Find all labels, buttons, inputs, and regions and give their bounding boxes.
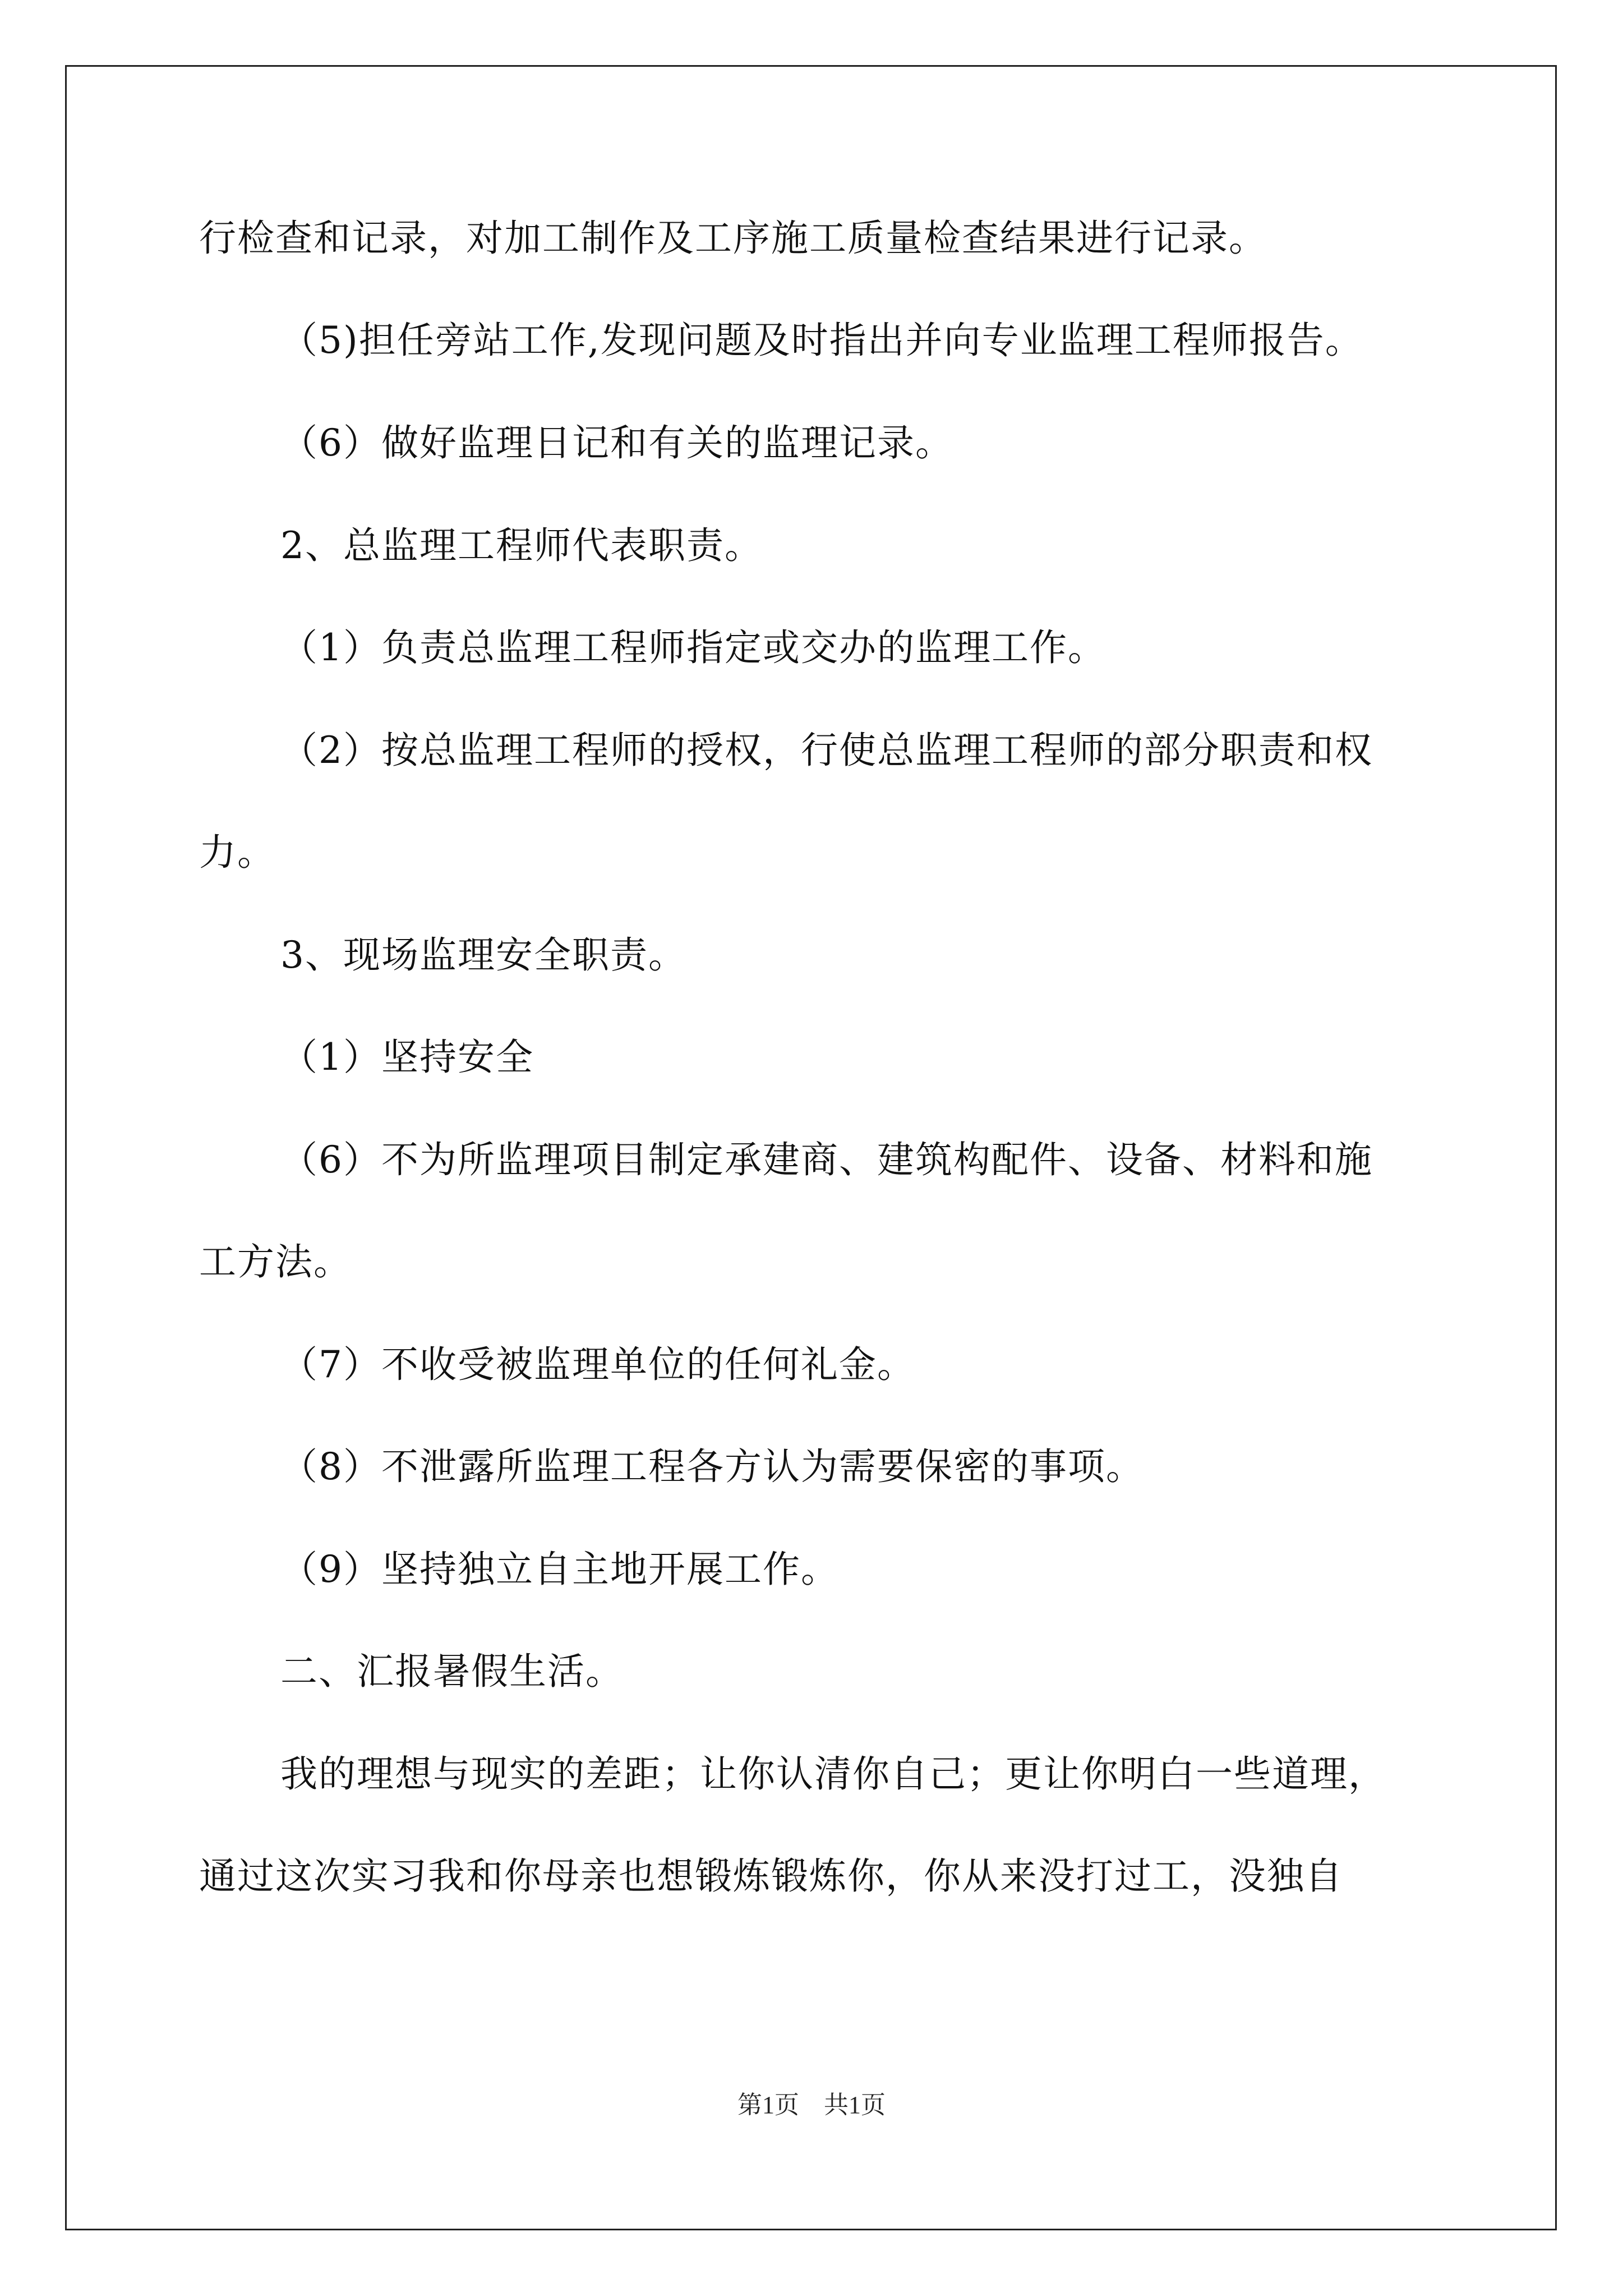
- text-line: （1）坚持安全: [280, 1036, 534, 1079]
- text-line: 我的理想与现实的差距；让你认清你自己；更让你明白一些道理，: [280, 1752, 1386, 1796]
- text-line: （5)担任旁站工作,发现问题及时指出并向专业监理工程师报告。: [280, 319, 1363, 362]
- text-line: （6）不为所监理项目制定承建商、建筑构配件、设备、材料和施: [280, 1138, 1373, 1181]
- text-line: （7）不收受被监理单位的任何礼金。: [280, 1343, 915, 1386]
- text-line: 二、汇报暑假生活。: [280, 1650, 624, 1693]
- page-number-footer: 第1页 共1页: [737, 2091, 886, 2119]
- text-line: 行检查和记录，对加工制作及工序施工质量检查结果进行记录。: [199, 217, 1267, 260]
- text-line: （8）不泄露所监理工程各方认为需要保密的事项。: [280, 1445, 1144, 1488]
- text-line: 力。: [199, 831, 275, 874]
- text-line: （1）负责总监理工程师指定或交办的监理工作。: [280, 626, 1106, 669]
- text-line: 2、总监理工程师代表职责。: [280, 524, 763, 567]
- text-line: 3、现场监理安全职责。: [280, 933, 686, 977]
- text-line: （9）坚持独立自主地开展工作。: [280, 1548, 839, 1591]
- text-line: 工方法。: [199, 1240, 352, 1283]
- text-line: （2）按总监理工程师的授权，行使总监理工程师的部分职责和权: [280, 729, 1373, 772]
- text-line: （6）做好监理日记和有关的监理记录。: [280, 421, 953, 464]
- text-line: 通过这次实习我和你母亲也想锻炼锻炼你，你从来没打过工，没独自: [199, 1855, 1343, 1898]
